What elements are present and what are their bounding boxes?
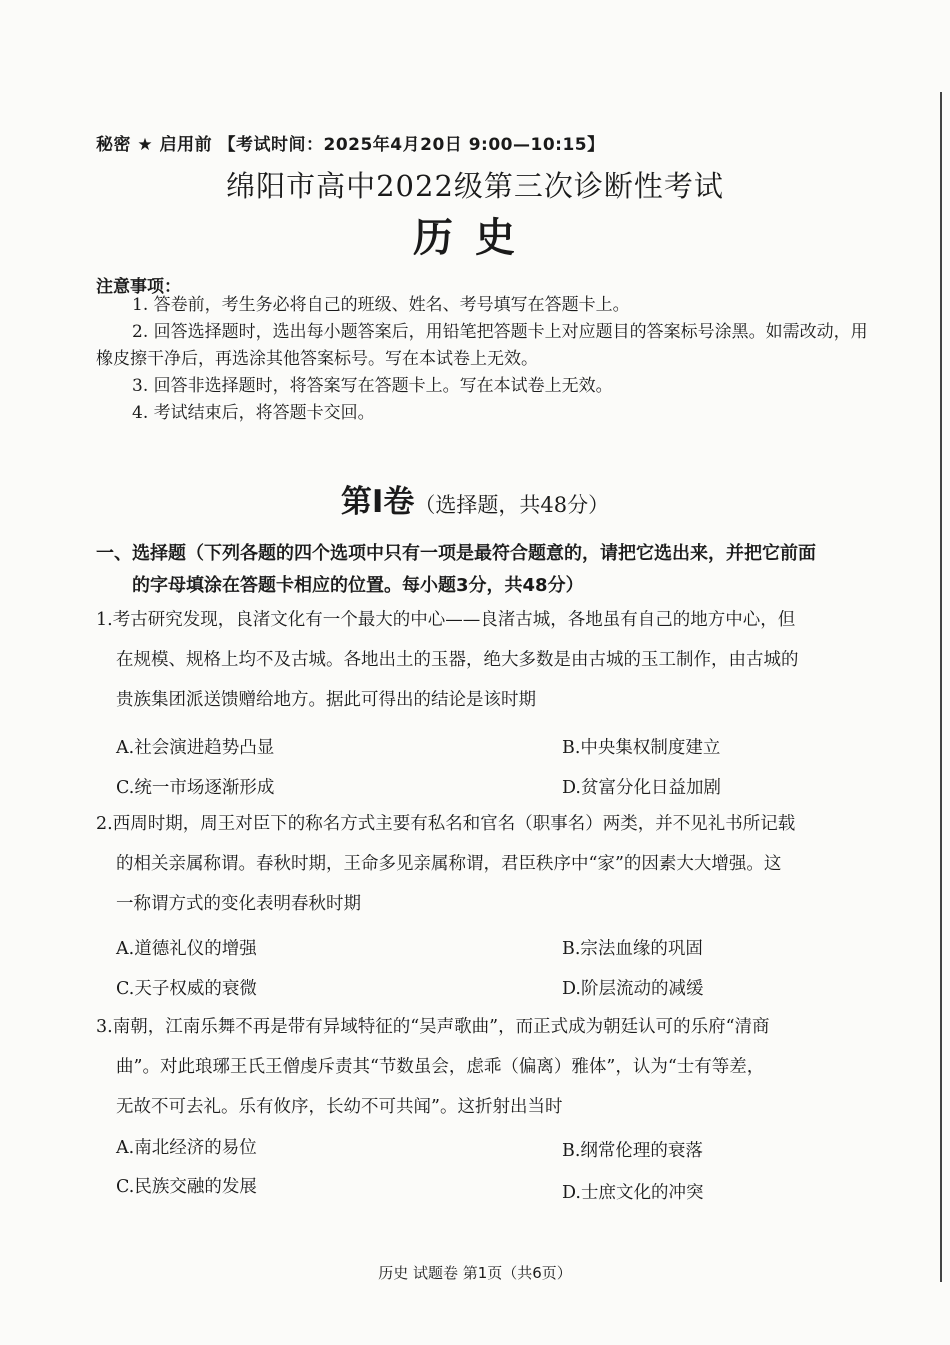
subject-title: 历史	[413, 215, 537, 261]
question-1-option-c: C.统一市场逐渐形成	[116, 778, 275, 798]
section1-heading	[96, 538, 876, 602]
question-2-option-c: C.天子权威的衰微	[116, 979, 257, 999]
question-1	[96, 600, 876, 720]
question-2-line: 一称谓方式的变化表明春秋时期	[116, 894, 361, 914]
question-3	[96, 1007, 876, 1127]
question-3-line: 3.南朝，江南乐舞不再是带有异域特征的“吴声歌曲”，而正式成为朝廷认可的乐府“清商	[96, 1017, 770, 1037]
question-1-option-a: A.社会演进趋势凸显	[116, 738, 275, 758]
part1-title	[0, 476, 950, 521]
question-1-option-b: B.中央集权制度建立	[562, 738, 721, 758]
exam-title: 绵阳市高中2022级第三次诊断性考试	[226, 169, 724, 203]
question-2-line: 的相关亲属称谓。春秋时期，王命多见亲属称谓，君臣秩序中“家”的因素大大增强。这	[116, 854, 782, 874]
note-item: 1. 答卷前，考生务必将自己的班级、姓名、考号填写在答题卡上。	[132, 295, 630, 315]
notes-heading: 注意事项：	[96, 277, 181, 297]
question-3-line: 无故不可去礼。乐有攸序，长幼不可共闻”。这折射出当时	[116, 1097, 563, 1117]
question-2	[96, 804, 876, 924]
question-1-line: 贵族集团派送馈赠给地方。据此可得出的结论是该时期	[116, 690, 536, 710]
question-2-line: 2.西周时期，周王对臣下的称名方式主要有私名和官名（职事名）两类，并不见礼书所记载	[96, 814, 796, 834]
part1-title-sub: （选择题，共48分）	[414, 493, 610, 517]
question-1-line: 1.考古研究发现，良渚文化有一个最大的中心——良渚古城，各地虽有自己的地方中心，但	[96, 610, 796, 630]
page-edge-line	[940, 92, 942, 1282]
question-1-option-d: D.贫富分化日益加剧	[562, 778, 721, 798]
part1-title-main: 第Ⅰ卷	[340, 484, 415, 520]
question-3-option-c: C.民族交融的发展	[116, 1177, 257, 1197]
page-footer: 历史 试题卷 第1页（共6页）	[378, 1264, 572, 1282]
question-2-option-a: A.道德礼仪的增强	[116, 939, 257, 959]
section1-line2: 的字母填涂在答题卡相应的位置。每小题3分，共48分）	[132, 575, 584, 596]
notes-list	[96, 292, 876, 427]
question-1-line: 在规模、规格上均不及古城。各地出土的玉器，绝大多数是由古城的玉工制作，由古城的	[116, 650, 799, 670]
question-3-option-a: A.南北经济的易位	[116, 1138, 257, 1158]
question-3-option-d: D.士庶文化的冲突	[562, 1183, 704, 1203]
question-2-option-d: D.阶层流动的减缓	[562, 979, 704, 999]
note-item: 3. 回答非选择题时，将答案写在答题卡上。写在本试卷上无效。	[132, 376, 613, 396]
question-2-option-b: B.宗法血缘的巩固	[562, 939, 703, 959]
section1-line1: 一、选择题（下列各题的四个选项中只有一项是最符合题意的，请把它选出来，并把它前面	[96, 543, 816, 564]
question-3-option-b: B.纲常伦理的衰落	[562, 1141, 703, 1161]
note-item: 4. 考试结束后，将答题卡交回。	[132, 403, 375, 423]
secret-exam-time-line: 秘密 ★ 启用前 【考试时间：2025年4月20日 9:00—10:15】	[96, 135, 605, 155]
question-3-line: 曲”。对此琅琊王氏王僧虔斥责其“节数虽会，虑乖（偏离）雅体”，认为“士有等差，	[116, 1057, 765, 1077]
note-item: 2. 回答选择题时，选出每小题答案后，用铅笔把答题卡上对应题目的答案标号涂黑。如需改动，用橡皮擦干净后，再选涂其他答案标号。写在本试卷上无效。	[96, 322, 868, 369]
